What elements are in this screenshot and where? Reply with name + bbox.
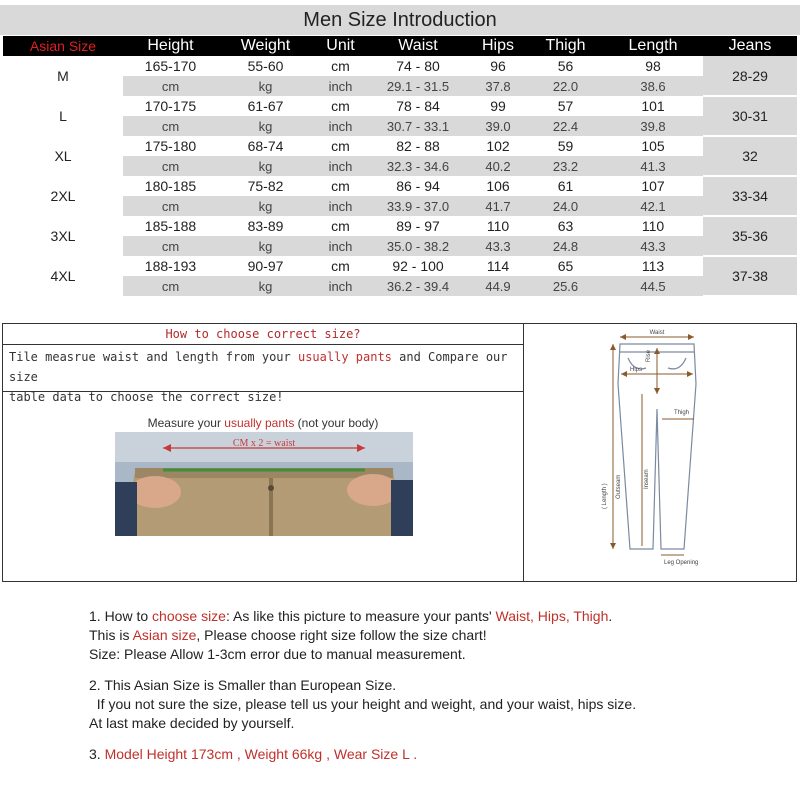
note-2-line1: 2. This Asian Size is Smaller than European Size. bbox=[89, 677, 397, 693]
inch-cell: 39.8 bbox=[603, 116, 703, 136]
note-3-model-info: Model Height 173cm , Weight 66kg , Wear Size L . bbox=[104, 746, 418, 762]
header-thigh: Thigh bbox=[528, 36, 603, 56]
inch-cell: 24.8 bbox=[528, 236, 603, 256]
table-row bbox=[3, 136, 797, 156]
size-cell: 3XL bbox=[50, 228, 76, 244]
size-cell: M bbox=[57, 68, 69, 84]
size-cell: 4XL bbox=[50, 268, 76, 284]
cm-cell: 55-60 bbox=[247, 58, 284, 74]
note-3 bbox=[89, 745, 789, 764]
inch-cell: cm bbox=[123, 76, 218, 96]
note-1-line2-c: , Please choose right size follow the size chart! bbox=[196, 627, 487, 643]
table-row bbox=[3, 96, 797, 116]
how-to-left-panel bbox=[3, 324, 524, 581]
inch-cell: 38.6 bbox=[603, 76, 703, 96]
cm-cell: 57 bbox=[557, 98, 574, 114]
cm-cell: 98 bbox=[645, 58, 661, 74]
inch-cell: 24.0 bbox=[528, 196, 603, 216]
cm-cell: cm bbox=[331, 178, 350, 194]
diagram-hips-label: Hips bbox=[630, 367, 643, 373]
measure-usually-pants: usually pants bbox=[224, 416, 295, 430]
cm-cell: 82 - 88 bbox=[396, 138, 440, 154]
note-1-text-e: . bbox=[608, 608, 613, 624]
inch-cell: 41.3 bbox=[603, 156, 703, 176]
note-1-text-a: 1. How to bbox=[89, 608, 153, 624]
inch-cell: inch bbox=[313, 276, 368, 296]
inch-cell: 43.3 bbox=[603, 236, 703, 256]
cm-cell: 107 bbox=[641, 178, 665, 194]
inch-cell: inch bbox=[313, 196, 368, 216]
note-3-text-a: 3. bbox=[89, 746, 105, 762]
cm-cell: 106 bbox=[486, 178, 510, 194]
cm-cell: 86 - 94 bbox=[396, 178, 440, 194]
pants-diagram bbox=[524, 324, 796, 581]
cm-cell: 175-180 bbox=[144, 138, 197, 154]
diagram-waist-label: Waist bbox=[649, 330, 665, 336]
cm-cell: 61 bbox=[557, 178, 574, 194]
note-1-text-c: : As like this picture to measure your pants' bbox=[225, 608, 496, 624]
inch-cell: 41.7 bbox=[468, 196, 528, 216]
cm-cell: 68-74 bbox=[247, 138, 284, 154]
table-row bbox=[3, 196, 797, 216]
jeans-cell: 37-38 bbox=[703, 256, 797, 296]
diagram-rise-label: Rise bbox=[646, 349, 652, 362]
how-to-choose-panel bbox=[2, 323, 797, 582]
inch-cell: cm bbox=[123, 116, 218, 136]
inch-cell: inch bbox=[313, 116, 368, 136]
cm-cell: 74 - 80 bbox=[396, 58, 440, 74]
note-2-line3: At last make decided by yourself. bbox=[89, 715, 295, 731]
inch-cell: inch bbox=[313, 156, 368, 176]
inch-cell: 22.0 bbox=[528, 76, 603, 96]
cm-cell: cm bbox=[331, 138, 350, 154]
cm-cell: 110 bbox=[641, 218, 665, 234]
cm-cell: cm bbox=[331, 258, 350, 274]
cm-cell: 92 - 100 bbox=[392, 258, 444, 274]
jeans-cell: 30-31 bbox=[703, 96, 797, 136]
cm-cell: 75-82 bbox=[247, 178, 284, 194]
cm-cell: 99 bbox=[490, 98, 506, 114]
jeans-cell: 35-36 bbox=[703, 216, 797, 256]
diagram-outseam-label: Outseam bbox=[616, 474, 622, 499]
inch-cell: kg bbox=[218, 236, 313, 256]
note-2-line2: If you not sure the size, please tell us your height and weight, and your waist, hips size. bbox=[89, 696, 637, 712]
cm-cell: 113 bbox=[641, 258, 665, 274]
pants-diagram-panel bbox=[524, 324, 796, 581]
table-header-row bbox=[3, 36, 797, 56]
inch-cell: kg bbox=[218, 116, 313, 136]
inch-cell: inch bbox=[313, 236, 368, 256]
inch-cell: 44.9 bbox=[468, 276, 528, 296]
cm-cell: 110 bbox=[486, 218, 510, 234]
measure-caption bbox=[3, 416, 523, 430]
inch-cell: 32.3 - 34.6 bbox=[368, 156, 468, 176]
table-row bbox=[3, 276, 797, 296]
size-cell: XL bbox=[54, 148, 72, 164]
inch-cell: 35.0 - 38.2 bbox=[368, 236, 468, 256]
inch-cell: inch bbox=[313, 76, 368, 96]
inch-cell: cm bbox=[123, 236, 218, 256]
cm-cell: cm bbox=[331, 58, 350, 74]
note-1 bbox=[89, 607, 789, 664]
table-row bbox=[3, 256, 797, 276]
size-cell: 2XL bbox=[50, 188, 76, 204]
inch-cell: 36.2 - 39.4 bbox=[368, 276, 468, 296]
size-table bbox=[3, 36, 797, 297]
instr-usually-pants: usually pants bbox=[297, 350, 392, 364]
table-row bbox=[3, 216, 797, 236]
inch-cell: 29.1 - 31.5 bbox=[368, 76, 468, 96]
inch-cell: 44.5 bbox=[603, 276, 703, 296]
inch-cell: 42.1 bbox=[603, 196, 703, 216]
header-length: Length bbox=[603, 36, 703, 56]
page-title: Men Size Introduction bbox=[0, 5, 800, 35]
note-1-measurements: Waist, Hips, Thigh bbox=[495, 608, 609, 624]
cm-cell: 78 - 84 bbox=[396, 98, 440, 114]
inch-cell: cm bbox=[123, 196, 218, 216]
diagram-leg-opening-label: Leg Opening bbox=[664, 560, 699, 566]
cm-cell: 180-185 bbox=[144, 178, 197, 194]
note-1-choose-size: choose size bbox=[152, 608, 226, 624]
inch-cell: 39.0 bbox=[468, 116, 528, 136]
jeans-cell: 33-34 bbox=[703, 176, 797, 216]
measure-text-2: (not your body) bbox=[294, 416, 379, 430]
inch-cell: kg bbox=[218, 76, 313, 96]
inch-cell: 40.2 bbox=[468, 156, 528, 176]
inch-cell: 43.3 bbox=[468, 236, 528, 256]
inch-cell: kg bbox=[218, 276, 313, 296]
measuring-pants-photo bbox=[115, 432, 413, 536]
instr-text-3: table data to choose the correct size! bbox=[9, 390, 284, 404]
note-2 bbox=[89, 676, 789, 733]
table-row bbox=[3, 116, 797, 136]
inch-cell: 30.7 - 33.1 bbox=[368, 116, 468, 136]
note-1-line3: Size: Please Allow 1-3cm error due to manual measurement. bbox=[89, 646, 466, 662]
inch-cell: kg bbox=[218, 156, 313, 176]
cm-cell: 170-175 bbox=[144, 98, 197, 114]
inch-cell: 25.6 bbox=[528, 276, 603, 296]
inch-cell: 33.9 - 37.0 bbox=[368, 196, 468, 216]
cm-cell: 90-97 bbox=[247, 258, 284, 274]
cm-cell: 83-89 bbox=[247, 218, 284, 234]
table-row bbox=[3, 176, 797, 196]
cm-cell: 114 bbox=[486, 258, 510, 274]
instr-text-2: and Compare our size bbox=[9, 350, 508, 384]
jeans-cell: 28-29 bbox=[703, 56, 797, 96]
header-height: Height bbox=[123, 36, 218, 56]
inch-cell: cm bbox=[123, 156, 218, 176]
header-asian-size: Asian Size bbox=[3, 36, 123, 56]
instr-text-1: Tile measrue waist and length from your bbox=[9, 350, 298, 364]
how-to-instructions bbox=[3, 345, 523, 404]
inch-cell: 37.8 bbox=[468, 76, 528, 96]
photo-label: CM x 2 = waist bbox=[232, 438, 296, 449]
diagram-inseam-label: Inseam bbox=[644, 469, 650, 489]
header-weight: Weight bbox=[218, 36, 313, 56]
size-notes bbox=[89, 607, 789, 776]
table-row bbox=[3, 76, 797, 96]
cm-cell: cm bbox=[331, 218, 350, 234]
note-1-asian-size: Asian size bbox=[132, 627, 197, 643]
inch-cell: kg bbox=[218, 196, 313, 216]
cm-cell: 101 bbox=[641, 98, 665, 114]
cm-cell: 61-67 bbox=[247, 98, 284, 114]
cm-cell: 102 bbox=[486, 138, 510, 154]
cm-cell: 165-170 bbox=[144, 58, 197, 74]
cm-cell: 65 bbox=[557, 258, 574, 274]
measure-text-1: Measure your bbox=[147, 416, 225, 430]
diagram-length-label: ( Length ) bbox=[602, 483, 608, 509]
cm-cell: 188-193 bbox=[144, 258, 197, 274]
header-hips: Hips bbox=[468, 36, 528, 56]
table-row bbox=[3, 156, 797, 176]
cm-cell: cm bbox=[331, 98, 350, 114]
cm-cell: 56 bbox=[557, 58, 574, 74]
inch-cell: 22.4 bbox=[528, 116, 603, 136]
cm-cell: 185-188 bbox=[144, 218, 197, 234]
diagram-thigh-label: Thigh bbox=[674, 410, 690, 416]
jeans-cell: 32 bbox=[703, 136, 797, 176]
header-jeans: Jeans bbox=[703, 36, 797, 56]
inch-cell: 23.2 bbox=[528, 156, 603, 176]
header-unit: Unit bbox=[313, 36, 368, 56]
note-1-line2-a: This is bbox=[89, 627, 133, 643]
cm-cell: 96 bbox=[490, 58, 506, 74]
table-row bbox=[3, 236, 797, 256]
header-waist: Waist bbox=[368, 36, 468, 56]
size-cell: L bbox=[59, 108, 67, 124]
how-to-title: How to choose correct size? bbox=[3, 324, 523, 345]
inch-cell: cm bbox=[123, 276, 218, 296]
cm-cell: 105 bbox=[641, 138, 665, 154]
cm-cell: 89 - 97 bbox=[396, 218, 440, 234]
cm-cell: 59 bbox=[557, 138, 574, 154]
table-row bbox=[3, 56, 797, 76]
cm-cell: 63 bbox=[557, 218, 574, 234]
